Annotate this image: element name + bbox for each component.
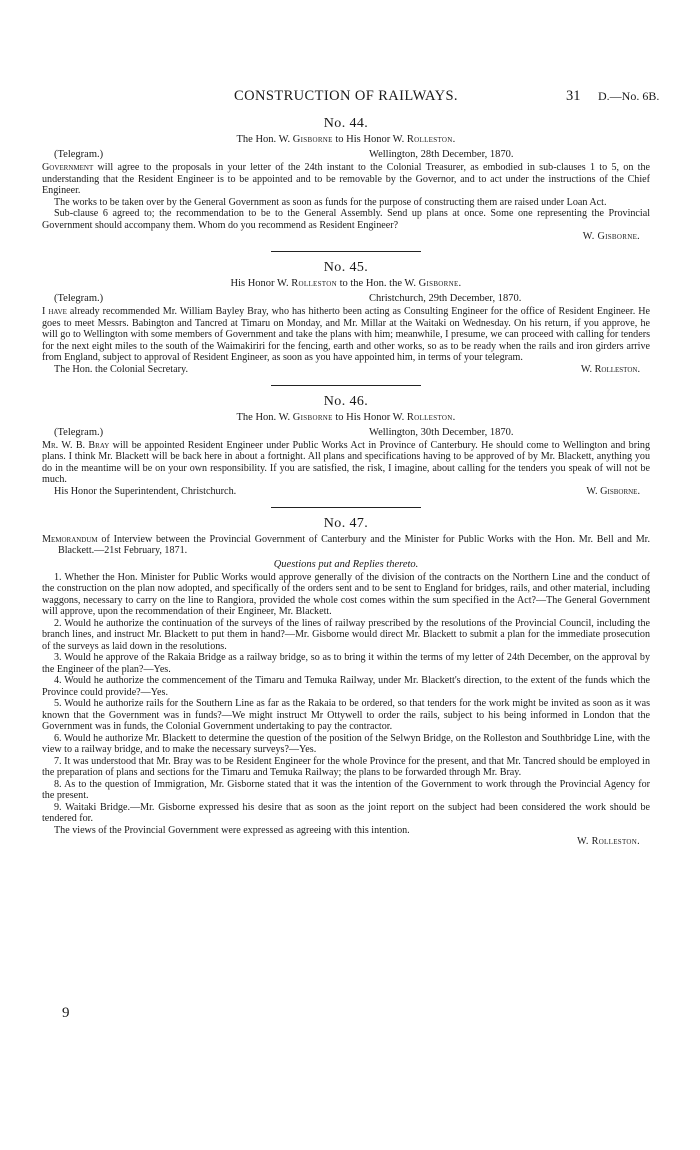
section-number: No. 47. xyxy=(323,515,369,531)
address-prefix: The Hon. W. xyxy=(236,134,291,145)
address-middle: to His Honor W. xyxy=(335,134,405,145)
question-item: 4. Would he authorize the commencement of the Timaru and Temuka Railway, under Mr. Blackett's direction, to the extent of the funds which the Province could provide?—Yes. xyxy=(42,675,650,698)
signature-folio: 9 xyxy=(62,1005,70,1021)
document-page xyxy=(42,88,660,848)
closing-line xyxy=(42,364,650,377)
section-number: No. 44. xyxy=(323,116,369,131)
section-divider xyxy=(271,507,421,508)
sender-name: Gisborne xyxy=(292,411,333,423)
section-no-47 xyxy=(42,516,650,849)
recipient-name: Rolleston. xyxy=(406,134,456,145)
telegram-label: (Telegram.) xyxy=(54,149,104,160)
place-date: Wellington, 28th December, 1870. xyxy=(369,149,514,160)
signature-name: W. Rolleston. xyxy=(580,363,640,375)
lead-word: I have xyxy=(42,306,67,317)
question-item: 9. Waitaki Bridge.—Mr. Gisborne expressed his desire that as soon as the joint report on the subject had been considered the work should be tendered for. xyxy=(42,801,650,824)
signature-name: W. Rolleston. xyxy=(576,836,640,847)
dateline xyxy=(42,149,650,162)
page-header xyxy=(42,88,660,110)
question-item: 8. As to the question of Immigration, Mr. Gisborne stated that it was the intention of the Government to work through the Provincial Agency for the present. xyxy=(42,778,650,801)
address-prefix: His Honor W. xyxy=(230,278,289,289)
closing-line xyxy=(42,486,650,499)
question-item: 7. It was understood that Mr. Bray was to be Resident Engineer for the whole Province for the present, and that Mr. Tancred should be employed in the preparation of plans and sections for the Timaru and Temuka Railway; the plans to be forwarded through Mr. Bray. xyxy=(42,755,650,778)
telegram-label: (Telegram.) xyxy=(54,426,104,438)
address-prefix: The Hon. W. xyxy=(236,411,291,423)
paragraph-text: of Interview between the Provincial Government of Canterbury and the Minister for Public Works with the Hon. Mr. Bell and Mr. Blackett.—21st February, 1871. xyxy=(58,533,651,556)
paragraph: Sub-clause 6 agreed to; the recommendation to be to the General Assembly. Send up plans at once. Some one representing the Provincial Government should accompany them. Whom do you recommend as Resident Engineer? xyxy=(42,208,650,231)
lead-word: Memorandum xyxy=(42,533,98,545)
address-line xyxy=(42,278,650,289)
address-line xyxy=(42,412,650,423)
memorandum-intro xyxy=(42,534,650,557)
paragraph: The works to be taken over by the General Government as soon as funds for the purpose of constructing them are raised under Loan Act. xyxy=(54,196,607,208)
signature xyxy=(42,231,650,243)
question-item: 2. Would he authorize the continuation of the surveys of the lines of railway prescribed by the resolutions of the Provincial Council, including the branch lines, and instruct Mr. Blackett to put them in hand?—Mr. Gisborne would direct Mr. Blackett to submit a plan for the immediate prosecution of the surveys as laid down in the resolutions. xyxy=(42,617,650,652)
telegram-label: (Telegram.) xyxy=(54,293,104,304)
paragraph xyxy=(42,440,650,486)
closing-paragraph: The views of the Provincial Government were expressed as agreeing with this intention. xyxy=(54,824,410,836)
section-no-45 xyxy=(42,260,650,377)
dateline xyxy=(42,293,650,306)
paragraph-text: already recommended Mr. William Bayley Bray, who has hitherto been acting as Consulting Engineer for the office of Resident Engineer. He goes to meet Messrs. Babington and Tancred at Timaru on Monday, and Mr. Millar at the Waitaki on Wednesday. On his return, if you approve, he will go to Wellington with some members of Government and take the plans with him; meanwhile, I presume, we can proceed with calling for tenders for the next eight miles to the south of the Waimakiriri for the fencing, earth and other works, so as to be ready when the rails and iron girders arrive from England, subject to approval of Resident Engineer, as soon as you have appointed him, in terms of your telegram. xyxy=(42,306,650,363)
lead-word: Government xyxy=(42,162,94,173)
signature xyxy=(42,836,650,848)
place-date: Christchurch, 29th December, 1870. xyxy=(369,293,522,304)
paragraph-text: will agree to the proposals in your letter of the 24th instant to the Colonial Treasurer, as embodied in sub-clauses 1 to 5, on the understanding that the Resident Engineer is to be appointed and to be removable by the Governor, and to act under the instructions of the Chief Engineer. xyxy=(42,162,650,196)
paragraph-text: will be appointed Resident Engineer under Public Works Act in Province of Canterbury. He should come to Wellington and bring plans. I think Mr. Blackett will be back here in about a fortnight. All plans and specifications having to be approved of by Mr. Blackett, anything you do in the meantime will be on your own responsibility. If you are satisfied, the risk, I imagine, about calling for the tenders you speak of will not be much. xyxy=(42,439,650,485)
section-no-46 xyxy=(42,394,650,499)
dateline xyxy=(42,427,650,440)
place-date: Wellington, 30th December, 1870. xyxy=(369,426,514,438)
sender-name: Gisborne xyxy=(292,134,333,145)
addressee: The Hon. the Colonial Secretary. xyxy=(54,363,188,375)
paper-reference: D.—No. 6B. xyxy=(598,89,660,103)
section-divider xyxy=(271,251,421,252)
signature-name: W. Gisborne. xyxy=(586,485,640,497)
sender-name: Rolleston xyxy=(291,278,337,289)
page-number: 31 xyxy=(566,88,581,104)
recipient-name: Rolleston. xyxy=(406,411,456,423)
address-middle: to His Honor W. xyxy=(335,411,405,423)
paragraph xyxy=(42,306,650,364)
lead-word: Mr. W. B. Bray xyxy=(42,439,110,451)
question-item: 6. Would he authorize Mr. Blackett to determine the question of the position of the Selwyn Bridge, on the Rolleston and Southbridge Line, with the view to a railway bridge, and to make the necessary surveys?—Yes. xyxy=(42,732,650,755)
address-line xyxy=(42,134,650,145)
section-number: No. 46. xyxy=(323,393,369,409)
section-no-44 xyxy=(42,116,650,243)
question-item: 5. Would he authorize rails for the Southern Line as far as the Rakaia to be ordered, so that tenders for the work might be invited as soon as it was known that the Government was in funds?—We might instruct Mr Ottywell to order the rails, subject to his being informed in London that the Government was in funds, the Colonial Government undertaking to pay the contractor. xyxy=(42,698,650,732)
question-item: 1. Whether the Hon. Minister for Public Works would approve generally of the division of the contracts on the Northern Line and the conduct of the construction on the plan now adopted, and specifically of the orders sent and to be sent to England for bridges, rails, and other material, including waggons, necessary to carry on the line to Rangiora, provided the whole cost comes within the sum specified in the Act?—The General Government will approve, upon the recommendation of their Engineer, Mr. Blackett. xyxy=(42,571,650,617)
section-divider xyxy=(271,385,421,386)
signature-name: W. Gisborne. xyxy=(582,231,640,242)
address-middle: to the Hon. the W. xyxy=(339,278,416,289)
section-number: No. 45. xyxy=(323,260,369,275)
subheading: Questions put and Replies thereto. xyxy=(273,558,419,570)
running-title: CONSTRUCTION OF RAILWAYS. xyxy=(234,88,458,104)
recipient-name: Gisborne. xyxy=(418,278,462,289)
addressee: His Honor the Superintendent, Christchurch. xyxy=(54,485,237,497)
paragraph xyxy=(42,162,650,197)
question-item: 3. Would he approve of the Rakaia Bridge as a railway bridge, so as to bring it within the terms of my letter of 24th December, on the approval by the Engineer of the plan?—Yes. xyxy=(42,652,650,675)
